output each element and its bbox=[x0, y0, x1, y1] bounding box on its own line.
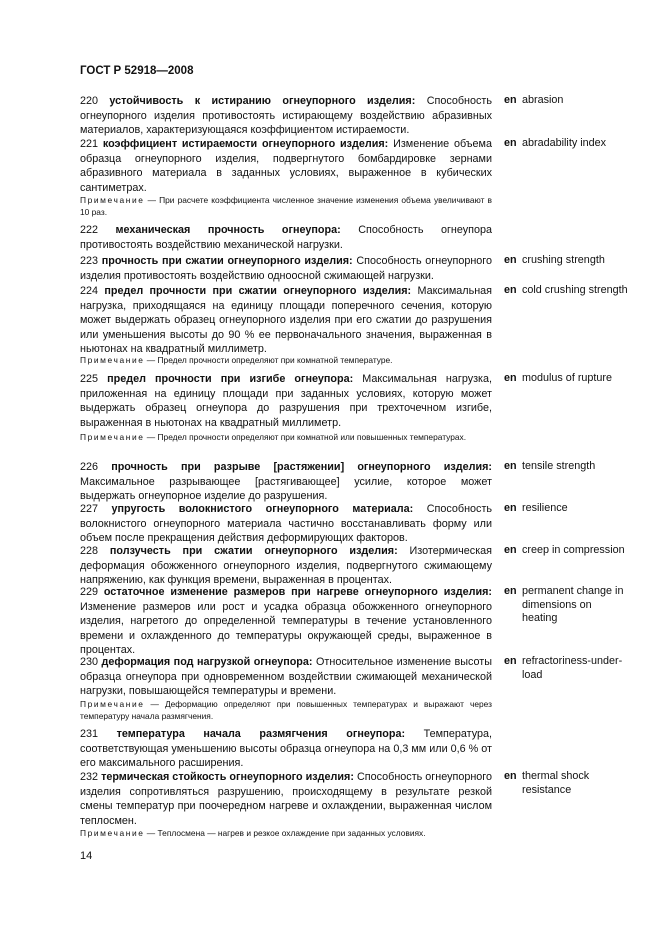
term: прочность при сжатии огнеупорного изделия: bbox=[101, 255, 353, 267]
document-header: ГОСТ Р 52918—2008 bbox=[80, 65, 194, 77]
term-entry: 230 деформация под нагрузкой огнеупора: Относительное изменение высоты образца огнеупора при одновременном воздействии сжимающей механической нагрузки, повышающейся температуры и времени. bbox=[80, 656, 493, 698]
definition: Способность огнеупорного изделия сопротивляться разрушению, происходящему в результате резкой смены температур при поочередном нагреве и охлаждении, выраженная числом теплосмен. bbox=[80, 771, 493, 827]
page-number: 14 bbox=[80, 850, 93, 862]
definition: Относительное изменение высоты образца огнеупора при одновременном воздействии сжимающей механической нагрузки, повышающейся температуры и времени. bbox=[80, 656, 493, 698]
term-equivalent: en resilience bbox=[504, 502, 568, 514]
term-equivalent: en cold crushing strength bbox=[504, 284, 628, 296]
term: предел прочности при изгибе огнеупора: bbox=[107, 373, 354, 385]
definition: Изменение размеров или рост и усадка образца обожженного огнеупорного изделия, нагретого до определенной температуры в течение установленного времени и охлажденного до температуры окружающей среды, выраженное в процентах. bbox=[80, 600, 492, 657]
term: деформация под нагрузкой огнеупора: bbox=[101, 656, 313, 668]
term: устойчивость к истиранию огнеупорного изделия: bbox=[109, 95, 416, 107]
term-entry: 225 предел прочности при изгибе огнеупора: Максимальная нагрузка, приложенная на единицу площади при заданных условиях, которую может выдержать образец огнеупора до разрушения при трехточечном изгибе, выраженная в ньютонах на квадратный миллиметр. bbox=[80, 373, 493, 429]
term-entry: 231 температура начала размягчения огнеупора: Температура, соответствующая уменьшению высоты образца огнеупора на 0,3 мм или 0,6 % от его максимального расширения. bbox=[80, 728, 493, 770]
term-equivalent: en modulus of rupture bbox=[504, 372, 613, 384]
term-equivalent: en permanent change in dimensions on heating bbox=[504, 585, 624, 625]
term-entry: 228 ползучесть при сжатии огнеупорного изделия: Изотермическая деформация обожженного огнеупорного изделия, подвергнутого сжимающему напряжению, как функция времени, выраженная в процентах. bbox=[80, 545, 493, 587]
term-entry: 222 механическая прочность огнеупора: Способность огнеупора противостоять воздействию механической нагрузки. bbox=[80, 224, 493, 251]
term: механическая прочность огнеупора: bbox=[115, 224, 341, 236]
note: Примечание — Предел прочности определяют при комнатной температуре. bbox=[80, 355, 393, 365]
term-equivalent: en tensile strength bbox=[504, 460, 596, 472]
term: остаточное изменение размеров при нагреве огнеупорного изделия: bbox=[103, 586, 492, 598]
definition: Изменение объема образца огнеупорного изделия, подвергнутого бомбардировке зернами абразивного материала в заданных условиях, выраженное в кубических сантиметрах. bbox=[80, 138, 492, 194]
definition: Максимальная нагрузка, приходящаяся на единицу площади поперечного сечения, которую может выдержать образец огнеупорного изделия при его сжатии до разрушения или уменьшения высоты до 90 % ее первоначального значения, выраженная в ньютонах на квадратный миллиметр. bbox=[80, 285, 493, 356]
definition: Изотермическая деформация обожженного огнеупорного изделия, подвергнутого сжимающему напряжению, как функция времени, выраженная в процентах. bbox=[80, 545, 493, 587]
term: упругость волокнистого огнеупорного материала: bbox=[111, 503, 414, 515]
term-equivalent: en creep in compression bbox=[504, 544, 625, 556]
term-equivalent: en abradability index bbox=[504, 137, 607, 149]
term-entry: 224 предел прочности при сжатии огнеупорного изделия: Максимальная нагрузка, приходящаяся на единицу площади поперечного сечения, которую может выдержать образец огнеупорного изделия при его сжатии до разрушения или уменьшения высоты до 90 % ее первоначального значения, выраженная в ньютонах на квадратный миллиметр. bbox=[80, 285, 493, 356]
term-entry: 227 упругость волокнистого огнеупорного материала: Способность волокнистого огнеупорного материала частично восстанавливать форму или объем после прекращения действия деформирующих факторов. bbox=[80, 503, 493, 545]
definition: Способность огнеупора противостоять воздействию механической нагрузки. bbox=[80, 224, 493, 251]
note: Примечание — При расчете коэффициента численное значение изменения объема увеличивают в 10 раз. bbox=[80, 195, 492, 217]
definition: Максимальная нагрузка, приложенная на единицу площади при заданных условиях, которую может выдержать образец огнеупора до разрушения при трехточечном изгибе, выраженная в ньютонах на квадратный миллиметр. bbox=[80, 373, 493, 429]
note: Примечание — Предел прочности определяют при комнатной или повышенных температурах. bbox=[80, 432, 467, 442]
term-equivalent: en crushing strength bbox=[504, 254, 605, 266]
term-entry: 226 прочность при разрыве [растяжении] огнеупорного изделия: Максимальное разрывающее [растягивающее] усилие, которое может выдержать огнеупорное изделие до разрушения. bbox=[80, 461, 492, 503]
definition: Температура, соответствующая уменьшению высоты образца огнеупора на 0,3 мм или 0,6 % от его максимального расширения. bbox=[80, 728, 493, 770]
term: коэффициент истираемости огнеупорного изделия: bbox=[102, 138, 389, 150]
definition: Способность волокнистого огнеупорного материала частично восстанавливать форму или объем после прекращения действия деформирующих факторов. bbox=[80, 503, 493, 545]
term-entry: 232 термическая стойкость огнеупорного изделия: Способность огнеупорного изделия сопротивляться разрушению, происходящему в результате резкой смены температур при поочередном нагреве и охлаждении, выраженная числом теплосмен. bbox=[80, 771, 493, 827]
term: ползучесть при сжатии огнеупорного изделия: bbox=[109, 545, 398, 557]
term: термическая стойкость огнеупорного изделия: bbox=[101, 771, 354, 783]
definition: Способность огнеупорного изделия противостоять истирающему воздействию абразивных материалов, характеризующаяся коэффициентом истираемости. bbox=[80, 95, 492, 137]
note: Примечание — Деформацию определяют при повышенных температурах и выражают через температуру начала размягчения. bbox=[80, 699, 492, 721]
term-equivalent: en thermal shock resistance bbox=[504, 770, 590, 796]
term: температура начала размягчения огнеупора: bbox=[116, 728, 406, 740]
note: Примечание — Теплосмена — нагрев и резкое охлаждение при заданных условиях. bbox=[80, 828, 426, 838]
definition: Способность огнеупорного изделия противостоять воздействию одноосной сжимающей нагрузки. bbox=[80, 255, 493, 282]
term: прочность при разрыве [растяжении] огнеупорного изделия: bbox=[111, 461, 492, 473]
term-entry: 220 устойчивость к истиранию огнеупорного изделия: Способность огнеупорного изделия противостоять истирающему воздействию абразивных материалов, характеризующаяся коэффициентом истираемости. bbox=[80, 95, 492, 137]
term-equivalent: en abrasion bbox=[504, 94, 564, 106]
term-entry: 223 прочность при сжатии огнеупорного изделия: Способность огнеупорного изделия противостоять воздействию одноосной сжимающей нагрузки. bbox=[80, 255, 493, 282]
term-entry: 221 коэффициент истираемости огнеупорного изделия: Изменение объема образца огнеупорного изделия, подвергнутого бомбардировке зернами абразивного материала в заданных условиях, выраженное в кубических сантиметрах. bbox=[80, 138, 492, 194]
term-entry: 229 остаточное изменение размеров при нагреве огнеупорного изделия: Изменение размеров или рост и усадка образца обожженного огнеупорного изделия, нагретого до определенной температуры в течение установленного времени и охлажденного до температуры окружающей среды, выраженное в процентах. bbox=[80, 586, 492, 657]
term-equivalent: en refractoriness-under-load bbox=[504, 655, 623, 681]
definition: Максимальное разрывающее [растягивающее] усилие, которое может выдержать огнеупорное изделие до разрушения. bbox=[80, 475, 492, 503]
term: предел прочности при сжатии огнеупорного изделия: bbox=[104, 285, 412, 297]
